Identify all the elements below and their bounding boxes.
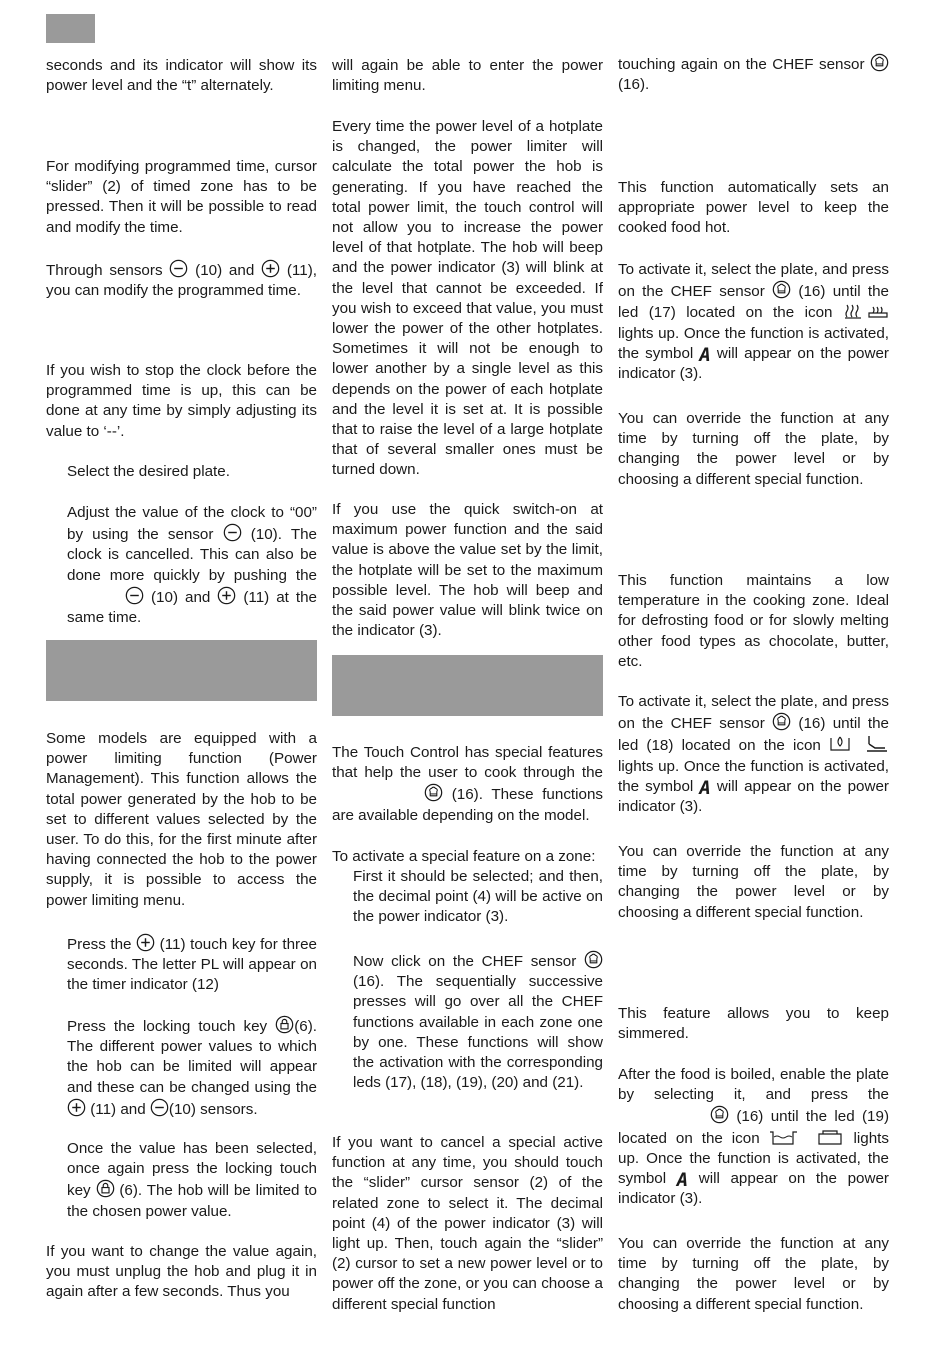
segment-a-symbol: A bbox=[699, 776, 711, 799]
paragraph: Some models are equipped with a power limiting function (Power Management). This function allows the total power generated by the hob to be set to different values selected by the user. To do this, for the first minute after having connected the hob to the power supply, it is possible to access the power limiting menu. bbox=[46, 730, 317, 909]
paragraph: You can override the function at any time by turning off the plate, by changing the power level or by choosing a different special function. bbox=[618, 1235, 889, 1313]
paragraph: If you want to change the value again, you must unplug the hob and plug it in again after a few seconds. Thus you bbox=[46, 1243, 317, 1301]
chef-sensor-icon bbox=[772, 280, 791, 299]
section-heading-box bbox=[46, 640, 317, 701]
section-tab-marker bbox=[46, 14, 95, 43]
paragraph: First it should be selected; and then, the decimal point (4) will be active on the power indicator (3). bbox=[353, 868, 603, 926]
lock-key-icon bbox=[96, 1179, 115, 1198]
paragraph: will again be able to enter the power limiting menu. bbox=[332, 57, 603, 95]
simmer-pot-icon bbox=[769, 1128, 845, 1146]
minus-circle-icon bbox=[150, 1098, 169, 1117]
minus-circle-icon bbox=[169, 259, 188, 278]
paragraph: Now click on the CHEF sensor (16). The sequentially successive presses will go over all the CHEF functions available in each zone one by one. These functions will show the activation with the corresponding leds (17), (18), (19), (20) and (21). bbox=[353, 950, 603, 1093]
paragraph: This feature allows you to keep simmered. bbox=[618, 1005, 889, 1043]
paragraph: Every time the power level of a hotplate is changed, the power limiter will calculate the total power the hob is generating. If you have reached the total power limit, the touch control will not allow you to increase the power level of that hotplate. The hob will beep and the power indicator (3) will blink at the level that cannot be exceeded. If you wish to exceed that value, you must lower the power of the other hotplates. Sometimes it will not be enough to lower another by a single level as this depends on the power of each hotplate and the level it is set at. It is possible that to raise the level of a large hotplate that of several smaller ones must be turned down. bbox=[332, 118, 603, 479]
paragraph: Select the desired plate. bbox=[67, 463, 230, 480]
chef-sensor-icon bbox=[710, 1105, 729, 1124]
segment-a-symbol: A bbox=[699, 343, 711, 366]
paragraph: To activate it, select the plate, and press on the CHEF sensor (16) until the led (18) located on the icon lights up. Once the function is activated, the symbol A will appear on the power indicator (3). bbox=[618, 693, 889, 816]
paragraph: After the food is boiled, enable the plate by selecting it, and press the (16) until the led (19) located on the icon lights up. Once the function is activated, the symbol A will appear on the power indicator (3). bbox=[618, 1066, 889, 1208]
chef-sensor-icon bbox=[584, 950, 603, 969]
plus-circle-icon bbox=[67, 1098, 86, 1117]
keep-warm-icon bbox=[843, 302, 889, 320]
plus-circle-icon bbox=[261, 259, 280, 278]
paragraph: You can override the function at any time by turning off the plate, by changing the power level or by choosing a different special function. bbox=[618, 410, 889, 488]
plus-circle-icon bbox=[217, 586, 236, 605]
paragraph: seconds and its indicator will show its power level and the “t” alternately. bbox=[46, 57, 317, 95]
defrost-icon bbox=[829, 734, 889, 753]
paragraph: This function automatically sets an appropriate power level to keep the cooked food hot. bbox=[618, 179, 889, 237]
paragraph: Through sensors (10) and (11), you can modify the programmed time. bbox=[46, 259, 317, 301]
minus-circle-icon bbox=[125, 586, 144, 605]
paragraph: Adjust the value of the clock to “00” by using the sensor (10). The clock is cancelled. This can also be done more quickly by pushing the (10) and (11) at the same time. bbox=[67, 504, 317, 627]
segment-a-symbol: A bbox=[676, 1169, 689, 1192]
paragraph: If you wish to stop the clock before the programmed time is up, this can be done at any time by simply adjusting its value to ‘--’. bbox=[46, 362, 317, 440]
paragraph: Once the value has been selected, once again press the locking touch key (6). The hob will be limited to the chosen power value. bbox=[67, 1140, 317, 1220]
paragraph: Press the (11) touch key for three seconds. The letter PL will appear on the timer indicator (12) bbox=[67, 933, 317, 996]
paragraph: The Touch Control has special features that help the user to cook through the (16). These functions are available depending on the model. bbox=[332, 744, 603, 824]
paragraph: touching again on the CHEF sensor (16). bbox=[618, 53, 889, 95]
paragraph: If you use the quick switch-on at maximum power function and the said value is above the value set by the limit, the hotplate will be set to the maximum possible level. The hob will beep and the said power value will blink twice on the indicator (3). bbox=[332, 501, 603, 640]
minus-circle-icon bbox=[223, 523, 242, 542]
paragraph: If you want to cancel a special active function at any time, you should touch the “slider” cursor sensor (2) of the related zone to select it. The decimal point (4) of the power indicator (3) will light up. Then, touch again the “slider” (2) cursor to set a new power level or to power off the zone, or you can choose a different special function bbox=[332, 1134, 603, 1313]
paragraph: This function maintains a low temperature in the cooking zone. Ideal for defrosting food or for slowly melting other food types as chocolate, butter, etc. bbox=[618, 572, 889, 670]
chef-sensor-icon bbox=[772, 712, 791, 731]
chef-sensor-icon bbox=[870, 53, 889, 72]
paragraph: To activate it, select the plate, and press on the CHEF sensor (16) until the led (17) located on the icon lights up. Once the function is activated, the symbol A will appear on the power indicator (3). bbox=[618, 261, 889, 383]
paragraph: To activate a special feature on a zone: bbox=[332, 848, 596, 865]
section-heading-box bbox=[332, 655, 603, 716]
paragraph: For modifying programmed time, cursor “slider” (2) of timed zone has to be pressed. Then it will be possible to read and modify the time. bbox=[46, 158, 317, 236]
chef-sensor-icon bbox=[424, 783, 443, 802]
paragraph: You can override the function at any time by turning off the plate, by changing the power level or by choosing a different special function. bbox=[618, 843, 889, 921]
paragraph: Press the locking touch key (6). The different power values to which the hob can be limited will appear and these can be changed using the (11) and (10) sensors. bbox=[67, 1015, 317, 1120]
lock-key-icon bbox=[275, 1015, 294, 1034]
plus-circle-icon bbox=[136, 933, 155, 952]
